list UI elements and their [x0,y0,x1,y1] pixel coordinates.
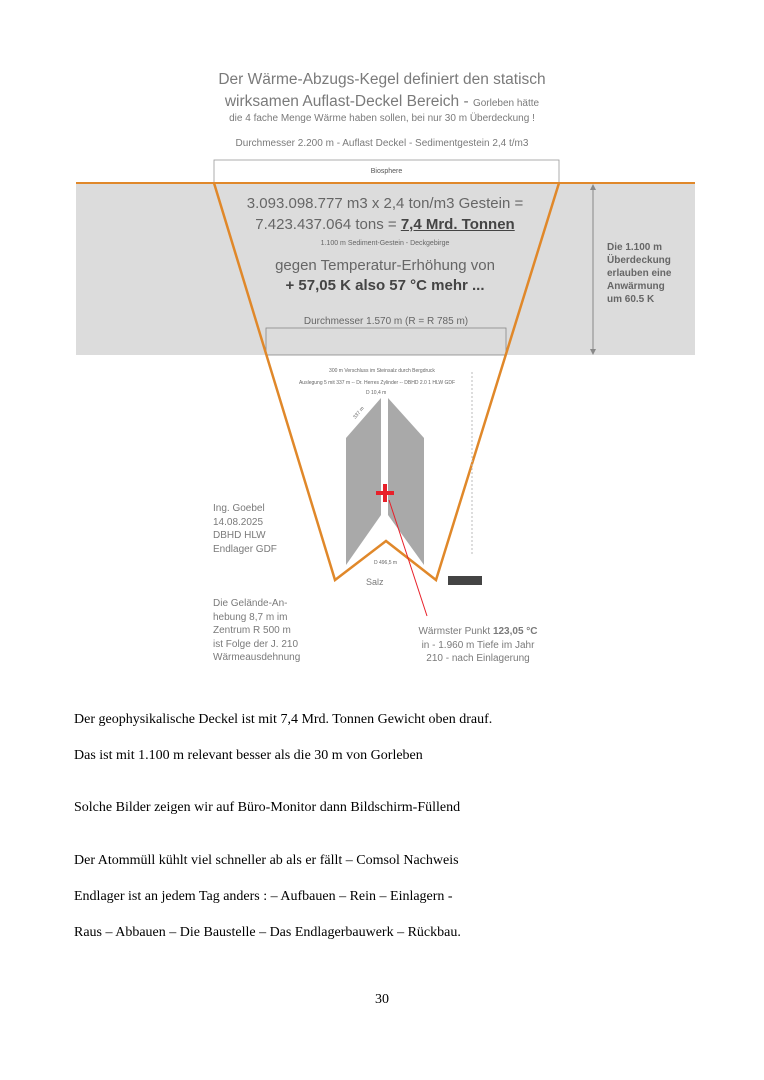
biosphere-label: Biosphere [370,168,403,175]
author-block: Ing. Goebel 14.08.2025 DBHD HLW Endlager GDF [213,503,277,555]
design-label: Auslegung 5 mit 337 m -- Dr. Herres Zylinder -- DBHD 2.0 1 HLW GDF [298,380,456,386]
body-line-5: Endlager ist an jedem Tag anders : – Aufbauen – Rein – Einlagern - [74,889,453,904]
d-top-label: D 10,4 m [366,390,387,396]
salt-label: Salz [366,577,384,587]
figure-title-line3: die 4 fache Menge Wärme haben sollen, bei nur 30 m Überdeckung ! [229,113,535,124]
legend-box [448,576,482,585]
body-line-6: Raus – Abbauen – Die Baustelle – Das Endlagerbauwerk – Rückbau. [74,925,461,940]
mass-line2: 7.423.437.064 tons = 7,4 Mrd. Tonnen [255,216,515,233]
uplift-note: Die Gelände-An- hebung 8,7 m im Zentrum R 500 m ist Folge der J. 210 Wärmeausdehnung [213,598,301,663]
warmest-point-note: Wärmster Punkt 123,05 °C in - 1.960 m Tiefe im Jahr 210 - nach Einlagerung [418,626,538,664]
page-number: 30 [375,992,389,1007]
temperature-line1: gegen Temperatur-Erhöhung von [275,257,495,274]
overburden-note: Die 1.100 m Überdeckung erlauben eine Anwärmung um 60.5 K [607,242,672,305]
diameter-top-label: Durchmesser 2.200 m - Auflast Deckel - Sedimentgestein 2,4 t/m3 [235,138,529,149]
body-line-1: Der geophysikalische Deckel ist mit 7,4 Mrd. Tonnen Gewicht oben drauf. [74,712,493,727]
repository-right-wing [388,398,424,565]
body-line-2: Das ist mit 1.100 m relevant besser als die 30 m von Gorleben [74,748,423,763]
temperature-line2: + 57,05 K also 57 °C mehr ... [285,277,485,294]
d-bottom-label: D 496,5 m [374,560,398,566]
mass-line1: 3.093.098.777 m3 x 2,4 ton/m3 Gestein = [246,195,524,212]
sediment-label: 1.100 m Sediment-Gestein - Deckgebirge [320,240,450,247]
closure-label: 300 m Verschluss im Steinsalz durch Bergdruck [329,368,435,374]
length-label: 337 m [352,405,366,421]
figure-title-line1: Der Wärme-Abzugs-Kegel definiert den statisch [218,71,546,88]
repository-left-wing [346,398,381,565]
body-line-3: Solche Bilder zeigen wir auf Büro-Monitor dann Bildschirm-Füllend [74,800,461,815]
figure-title-line2: wirksamen Auflast-Deckel Bereich - Gorleben hätte [224,93,540,110]
body-line-4: Der Atommüll kühlt viel schneller ab als er fällt – Comsol Nachweis [74,853,459,868]
diameter-mid-label: Durchmesser 1.570 m (R = R 785 m) [303,316,469,327]
